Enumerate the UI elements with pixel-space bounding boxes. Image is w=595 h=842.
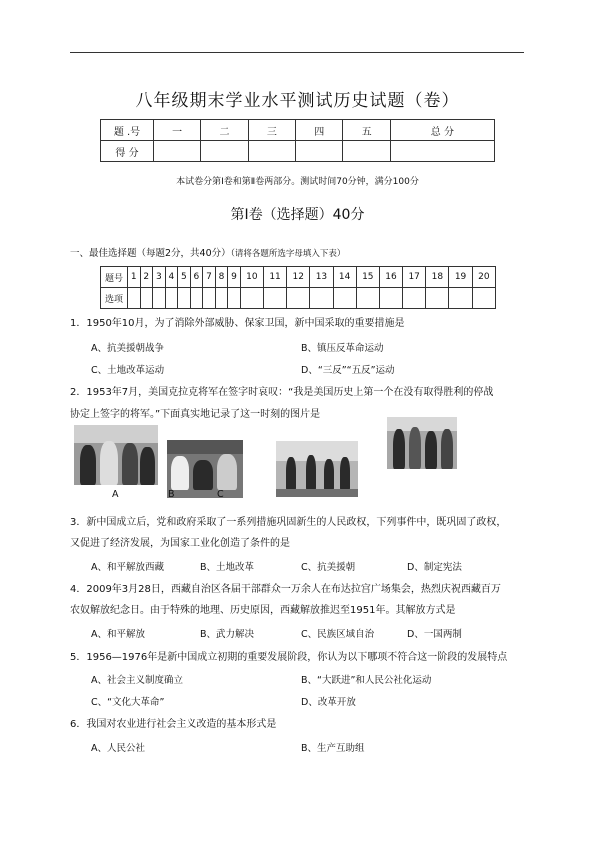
score-header-cell: 总 分 [390,120,494,141]
answer-number-cell: 8 [215,267,228,288]
score-cell[interactable] [390,141,494,162]
answer-number-cell: 4 [165,267,178,288]
answer-number-cell: 5 [178,267,191,288]
answer-choice-cell[interactable] [426,288,449,309]
score-row-label: 得 分 [101,141,154,162]
question-4-stem-line1: 4．2009年3月28日，西藏自治区各届干部群众一万余人在布达拉宫广场集会，热烈庆祝西藏百万 [70,584,501,595]
question-1-stem: 1．1950年10月，为了消除外部威胁、保家卫国，新中国采取的重要措施是 [70,318,405,329]
q2-label-a: A [112,489,119,500]
answer-choice-cell[interactable] [310,288,333,309]
answer-row-label: 选项 [101,288,128,309]
score-cell[interactable] [154,141,201,162]
answer-number-cell: 17 [403,267,426,288]
answer-number-cell: 15 [356,267,379,288]
q3-option-d[interactable]: D、制定宪法 [407,562,462,573]
score-cell[interactable] [201,141,248,162]
answer-choice-cell[interactable] [190,288,203,309]
answer-number-cell: 10 [240,267,263,288]
score-header-cell: 二 [201,120,248,141]
answer-choice-cell[interactable] [403,288,426,309]
answer-choice-cell[interactable] [449,288,472,309]
answer-choice-cell[interactable] [333,288,356,309]
answer-number-row [101,267,496,288]
score-table-score-row [101,141,495,162]
question-5-stem: 5．1956—1976年是新中国成立初期的重要发展阶段，你认为以下哪项不符合这一阶段的发展特点 [70,652,508,663]
question-2-stem-line2: 协定上签字的将军。”下面真实地记录了这一时刻的图片是 [70,409,321,420]
q1-option-a[interactable]: A、抗美援朝战争 [91,343,164,354]
q4-option-a[interactable]: A、和平解放 [91,629,145,640]
score-header-cell: 题 .号 [101,120,154,141]
answer-number-cell: 2 [140,267,153,288]
q2-photo-e[interactable] [387,417,457,469]
answer-choice-cell[interactable] [356,288,379,309]
q6-option-a[interactable]: A、人民公社 [91,743,145,754]
score-header-cell: 四 [296,120,343,141]
question-3-stem-line1: 3．新中国成立后，党和政府采取了一系列措施巩固新生的人民政权，下列事件中，既巩固了政权， [70,517,507,528]
answer-number-cell: 9 [228,267,241,288]
q4-option-c[interactable]: C、民族区域自治 [301,629,375,640]
answer-number-cell: 6 [190,267,203,288]
score-header-cell: 五 [343,120,390,141]
question-6-stem: 6．我国对农业进行社会主义改造的基本形式是 [70,719,277,730]
q3-option-c[interactable]: C、抗美援朝 [301,562,356,573]
q5-option-a[interactable]: A、社会主义制度确立 [91,675,183,686]
header-rule [70,52,524,53]
score-header-cell: 一 [154,120,201,141]
answer-number-cell: 3 [153,267,166,288]
q1-option-b[interactable]: B、镇压反革命运动 [301,343,384,354]
answer-number-cell: 14 [333,267,356,288]
part1-heading [70,245,345,259]
answer-choice-cell[interactable] [379,288,402,309]
part1-heading-text: 一、最佳选择题（每题2分，共40分） [70,248,231,259]
section-title: 第Ⅰ卷（选择题）40分 [230,207,365,223]
answer-number-cell: 18 [426,267,449,288]
answer-number-cell: 19 [449,267,472,288]
q6-option-b[interactable]: B、生产互助组 [301,743,365,754]
q3-option-b[interactable]: B、土地改革 [200,562,255,573]
score-cell[interactable] [343,141,390,162]
answer-choice-cell[interactable] [140,288,153,309]
score-cell[interactable] [296,141,343,162]
exam-title: 八年级期末学业水平测试历史试题（卷） [135,91,460,111]
answer-choice-row [101,288,496,309]
answer-choice-cell[interactable] [215,288,228,309]
answer-number-cell: 20 [472,267,495,288]
score-cell[interactable] [248,141,295,162]
answer-choice-cell[interactable] [203,288,216,309]
answer-choice-cell[interactable] [153,288,166,309]
answer-choice-cell[interactable] [263,288,286,309]
question-2-stem-line1: 2．1953年7月，美国克拉克将军在签字时哀叹：“我是美国历史上第一个在没有取得胜利的停战 [70,387,494,398]
answer-number-cell: 16 [379,267,402,288]
answer-table [100,266,496,309]
q5-option-d[interactable]: D、改革开放 [301,697,356,708]
q4-option-d[interactable]: D、一国两制 [407,629,462,640]
q2-photo-d[interactable] [276,441,358,497]
score-table [100,119,495,162]
answer-choice-cell[interactable] [472,288,495,309]
answer-choice-cell[interactable] [178,288,191,309]
q1-option-c[interactable]: C、土地改革运动 [91,365,165,376]
question-4-stem-line2: 农奴解放纪念日。由于特殊的地理、历史原因，西藏解放推迟至1951年。其解放方式是 [70,605,456,616]
q1-option-d[interactable]: D、“三反”“五反”运动 [301,365,395,376]
answer-choice-cell[interactable] [165,288,178,309]
answer-choice-cell[interactable] [128,288,141,309]
q3-option-a[interactable]: A、和平解放西藏 [91,562,164,573]
answer-number-cell: 11 [263,267,286,288]
q2-label-b: B [168,489,175,500]
question-3-stem-line2: 又促进了经济发展，为国家工业化创造了条件的是 [70,538,290,549]
q2-photo-a[interactable] [74,425,158,485]
exam-note: 本试卷分第Ⅰ卷和第Ⅱ卷两部分。测试时间70分钟，满分100分 [176,177,419,187]
score-header-cell: 三 [248,120,295,141]
answer-number-cell: 1 [128,267,141,288]
q2-label-c: C [217,489,224,500]
q4-option-b[interactable]: B、武力解决 [200,629,255,640]
answer-number-cell: 13 [310,267,333,288]
answer-number-cell: 7 [203,267,216,288]
answer-choice-cell[interactable] [228,288,241,309]
answer-choice-cell[interactable] [287,288,310,309]
answer-number-cell: 12 [287,267,310,288]
q5-option-c[interactable]: C、“文化大革命” [91,697,165,708]
part1-hint: （请将各题所选字母填入下表） [230,249,346,259]
q5-option-b[interactable]: B、“大跃进”和人民公社化运动 [301,675,432,686]
score-table-header-row [101,120,495,141]
q2-photo-b-c[interactable] [167,440,243,498]
answer-choice-cell[interactable] [240,288,263,309]
answer-row-label: 题号 [101,267,128,288]
